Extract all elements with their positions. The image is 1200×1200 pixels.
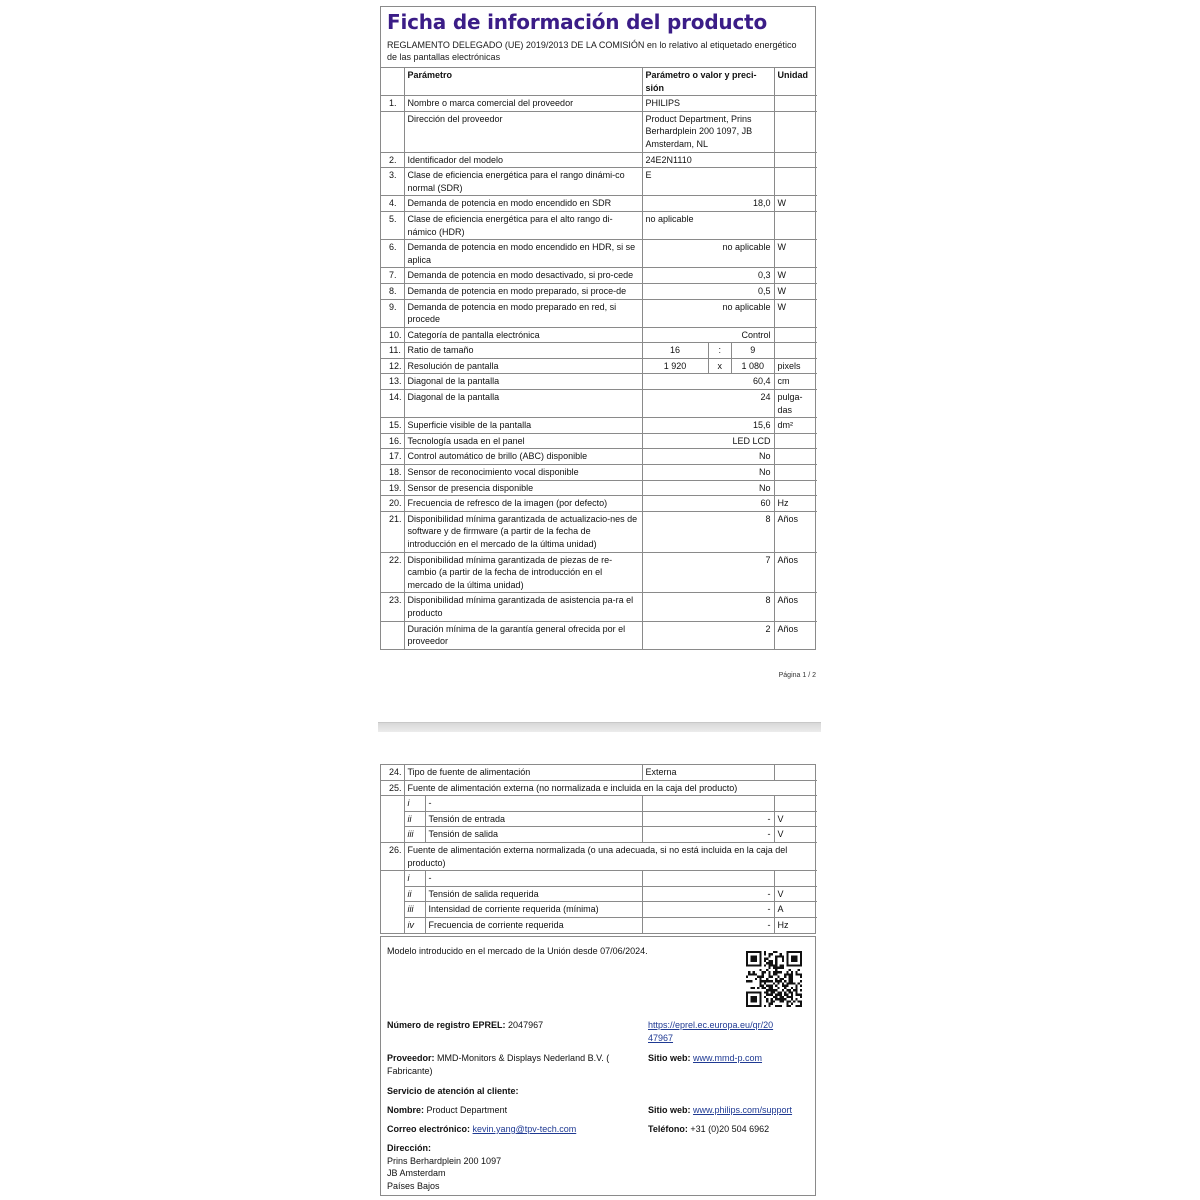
row-number: 8.: [381, 283, 404, 299]
product-info-sheet-page1: [380, 6, 816, 650]
row-unit: [774, 449, 817, 465]
table-row: [381, 552, 817, 593]
sub-row: [381, 917, 817, 932]
eprel-url-line1[interactable]: https://eprel.ec.europa.eu/qr/20: [648, 1020, 774, 1030]
row-number: 21.: [381, 511, 404, 552]
row-number: 11.: [381, 343, 404, 359]
row-unit: [774, 765, 817, 780]
row-number: 15.: [381, 418, 404, 434]
row-value: No: [642, 480, 774, 496]
row-number: 10.: [381, 327, 404, 343]
table-row: [381, 593, 817, 621]
product-info-sheet-page2: [380, 764, 816, 934]
sub-row-indent: [381, 871, 404, 887]
phone-line: [648, 1123, 769, 1136]
table-row: [381, 343, 817, 359]
row-unit: [774, 168, 817, 196]
row-value: PHILIPS: [642, 96, 774, 112]
sub-row-parameter: Tensión de entrada: [425, 811, 642, 827]
row-parameter: Tipo de fuente de alimentación: [404, 765, 642, 780]
row-parameter: Control automático de brillo (ABC) disponible: [404, 449, 642, 465]
row-value-ratio: [642, 358, 774, 374]
page-title: Ficha de información del producto: [387, 10, 768, 34]
row-number: 20.: [381, 496, 404, 512]
row-unit: [774, 96, 817, 112]
sub-row-parameter: Intensidad de corriente requerida (mínima): [425, 902, 642, 918]
row-number: 25.: [381, 780, 404, 796]
row-parameter: Fuente de alimentación externa (no normalizada e incluida en la caja del producto): [404, 780, 817, 796]
row-unit: W: [774, 283, 817, 299]
sub-row-indent: [381, 796, 404, 812]
sub-row: [381, 811, 817, 827]
row-parameter: Sensor de presencia disponible: [404, 480, 642, 496]
sub-row-index: i: [404, 796, 425, 812]
row-parameter: Categoría de pantalla electrónica: [404, 327, 642, 343]
row-number: 4.: [381, 196, 404, 212]
header-number-cell: [381, 68, 404, 96]
support-website-line: [648, 1104, 792, 1117]
table-row: [381, 283, 817, 299]
row-value-ratio: [642, 343, 774, 359]
email-link[interactable]: kevin.yang@tpv-tech.com: [472, 1124, 577, 1134]
sub-row-unit: V: [774, 811, 817, 827]
row-number: 2.: [381, 152, 404, 168]
row-parameter: Disponibilidad mínima garantizada de piezas de re-cambio (a partir de la fecha de introducción en el mercado de la última unidad): [404, 552, 642, 593]
address-label: Dirección:: [387, 1143, 432, 1153]
email-label: Correo electrónico:: [387, 1124, 471, 1134]
row-parameter: Dirección del proveedor: [404, 111, 642, 152]
row-unit: Años: [774, 552, 817, 593]
row-parameter: Clase de eficiencia energética para el rango dinámi-co normal (SDR): [404, 168, 642, 196]
row-number: 3.: [381, 168, 404, 196]
address-line-2: JB Amsterdam: [387, 1168, 446, 1178]
row-value: 24: [642, 390, 774, 418]
row-parameter: Demanda de potencia en modo preparado en red, si procede: [404, 299, 642, 327]
sub-row-value: [642, 871, 774, 887]
sub-row-unit: Hz: [774, 917, 817, 932]
spec-table: [381, 68, 817, 649]
row-value: E: [642, 168, 774, 196]
row-number: 17.: [381, 449, 404, 465]
row-number: 14.: [381, 390, 404, 418]
sub-row-index: i: [404, 871, 425, 887]
row-value: 2: [642, 621, 774, 649]
sub-row-indent: [381, 917, 404, 932]
row-parameter: Disponibilidad mínima garantizada de actualizacio-nes de software y de firmware (a partir de la fecha de introducción en el mercado de la última unidad): [404, 511, 642, 552]
row-number: 23.: [381, 593, 404, 621]
table-row: [381, 449, 817, 465]
row-parameter: Demanda de potencia en modo encendido en HDR, si se aplica: [404, 240, 642, 268]
table-row: [381, 433, 817, 449]
name-value: Product Department: [426, 1105, 508, 1115]
sub-row-indent: [381, 902, 404, 918]
row-value: No: [642, 465, 774, 481]
phone-value: +31 (0)20 504 6962: [690, 1124, 770, 1134]
row-parameter: Resolución de pantalla: [404, 358, 642, 374]
ratio-part: 16: [669, 345, 680, 356]
row-unit: Años: [774, 511, 817, 552]
sub-row-index: ii: [404, 886, 425, 902]
row-unit: [774, 465, 817, 481]
sub-row-value: -: [642, 811, 774, 827]
row-value: no aplicable: [642, 240, 774, 268]
supplier-value-line1: MMD-Monitors & Displays Nederland B.V. (: [437, 1053, 610, 1063]
row-number: 18.: [381, 465, 404, 481]
website-label: Sitio web:: [648, 1053, 691, 1063]
row-value: Product Department, Prins Berhardplein 200 1097, JB Amsterdam, NL: [642, 111, 774, 152]
row-value: 8: [642, 511, 774, 552]
sub-row-parameter: -: [425, 796, 642, 812]
sub-row-unit: [774, 871, 817, 887]
ratio-separator: x: [708, 359, 732, 374]
row-number: 12.: [381, 358, 404, 374]
table-row: [381, 374, 817, 390]
supplier-value-line2: Fabricante): [387, 1065, 433, 1076]
table-row: [381, 496, 817, 512]
row-parameter: Identificador del modelo: [404, 152, 642, 168]
row-parameter: Demanda de potencia en modo desactivado, si pro-cede: [404, 268, 642, 284]
row-number: 22.: [381, 552, 404, 593]
sub-row-index: iv: [404, 917, 425, 932]
table-row: [381, 327, 817, 343]
market-intro-text: Modelo introducido en el mercado de la Unión desde 07/06/2024.: [387, 946, 648, 956]
row-number: 16.: [381, 433, 404, 449]
header-parameter: Parámetro: [404, 68, 642, 96]
row-value: 24E2N1110: [642, 152, 774, 168]
sub-row: [381, 886, 817, 902]
row-parameter: Superficie visible de la pantalla: [404, 418, 642, 434]
row-parameter: Diagonal de la pantalla: [404, 374, 642, 390]
sub-row: [381, 871, 817, 887]
sub-row-indent: [381, 886, 404, 902]
row-value: No: [642, 449, 774, 465]
table-row: [381, 211, 817, 239]
table-row: [381, 168, 817, 196]
supplier-line: [387, 1052, 637, 1077]
table-row: [381, 511, 817, 552]
row-parameter: Demanda de potencia en modo encendido en SDR: [404, 196, 642, 212]
website-line: [648, 1052, 762, 1065]
row-number: 7.: [381, 268, 404, 284]
row-parameter: Sensor de reconocimiento vocal disponible: [404, 465, 642, 481]
phone-label: Teléfono:: [648, 1124, 688, 1134]
table-row: [381, 111, 817, 152]
row-number: 9.: [381, 299, 404, 327]
table-row: [381, 621, 817, 649]
website2-label: Sitio web:: [648, 1105, 691, 1115]
row-parameter: Nombre o marca comercial del proveedor: [404, 96, 642, 112]
sub-row-unit: V: [774, 886, 817, 902]
row-unit: [774, 211, 817, 239]
regulation-subtitle: REGLAMENTO DELEGADO (UE) 2019/2013 DE LA COMISIÓN en lo relativo al etiquetado energético de las pantallas electrónicas: [387, 40, 797, 62]
row-value: 15,6: [642, 418, 774, 434]
sub-row: [381, 827, 817, 843]
row-unit: Años: [774, 593, 817, 621]
ratio-separator: :: [708, 343, 732, 358]
eprel-label: Número de registro EPREL:: [387, 1020, 506, 1030]
table-row: [381, 780, 817, 796]
ratio-inner: [643, 343, 774, 358]
row-parameter: Diagonal de la pantalla: [404, 390, 642, 418]
row-value: 60: [642, 496, 774, 512]
address-block: [387, 1142, 501, 1192]
row-unit: [774, 327, 817, 343]
row-number: 26.: [381, 842, 404, 870]
row-value: 0,3: [642, 268, 774, 284]
table-row: [381, 196, 817, 212]
row-unit: Años: [774, 621, 817, 649]
sub-row-value: -: [642, 827, 774, 843]
email-line: [387, 1123, 576, 1136]
sub-row: [381, 902, 817, 918]
table-row: [381, 765, 817, 780]
sub-row-indent: [381, 811, 404, 827]
row-unit: W: [774, 268, 817, 284]
sub-row-value: -: [642, 886, 774, 902]
sub-row-unit: A: [774, 902, 817, 918]
row-unit: W: [774, 196, 817, 212]
row-unit: Hz: [774, 496, 817, 512]
row-value: Externa: [642, 765, 774, 780]
row-parameter: Clase de eficiencia energética para el alto rango di-námico (HDR): [404, 211, 642, 239]
table-row: [381, 152, 817, 168]
table-row: [381, 358, 817, 374]
row-unit: cm: [774, 374, 817, 390]
row-number: [381, 111, 404, 152]
row-parameter: Disponibilidad mínima garantizada de asistencia pa-ra el producto: [404, 593, 642, 621]
ratio-part: 1 920: [663, 360, 687, 371]
sub-row-value: -: [642, 902, 774, 918]
ratio-inner: [643, 359, 774, 374]
row-number: 19.: [381, 480, 404, 496]
row-unit: [774, 111, 817, 152]
row-number: 13.: [381, 374, 404, 390]
eprel-url-line2[interactable]: 47967: [648, 1032, 674, 1043]
row-value: 60,4: [642, 374, 774, 390]
table-row: [381, 240, 817, 268]
support-website-link[interactable]: www.philips.com/support: [693, 1105, 793, 1115]
supplier-info-box: [380, 936, 816, 1196]
row-number: 24.: [381, 765, 404, 780]
row-parameter: Duración mínima de la garantía general ofrecida por el proveedor: [404, 621, 642, 649]
sub-row-parameter: Frecuencia de corriente requerida: [425, 917, 642, 932]
row-unit: pulga-das: [774, 390, 817, 418]
sub-row-index: ii: [404, 811, 425, 827]
eprel-value: 2047967: [508, 1020, 544, 1030]
row-unit: [774, 152, 817, 168]
sub-row-value: -: [642, 917, 774, 932]
row-value: Control: [642, 327, 774, 343]
row-value: 18,0: [642, 196, 774, 212]
sub-row-index: iii: [404, 902, 425, 918]
sub-row-parameter: Tensión de salida requerida: [425, 886, 642, 902]
customer-service-heading: [387, 1085, 519, 1098]
sub-row-parameter: Tensión de salida: [425, 827, 642, 843]
page-number: Página 1 / 2: [778, 672, 816, 679]
row-unit: [774, 480, 817, 496]
row-number: [381, 621, 404, 649]
row-number: 5.: [381, 211, 404, 239]
address-line-1: Prins Berhardplein 200 1097: [387, 1155, 502, 1166]
website-link[interactable]: www.mmd-p.com: [693, 1053, 763, 1063]
name-label: Nombre:: [387, 1105, 425, 1115]
sub-row: [381, 796, 817, 812]
table-row: [381, 842, 817, 870]
table-row: [381, 465, 817, 481]
row-value: 8: [642, 593, 774, 621]
address-line-3: Países Bajos: [387, 1180, 440, 1191]
row-number: 1.: [381, 96, 404, 112]
ratio-part: 9: [750, 345, 756, 356]
row-parameter: Demanda de potencia en modo preparado, si proce-de: [404, 283, 642, 299]
sub-row-indent: [381, 827, 404, 843]
sub-row-unit: [774, 796, 817, 812]
header-value: Parámetro o valor y preci-sión: [642, 68, 774, 96]
row-parameter: Frecuencia de refresco de la imagen (por defecto): [404, 496, 642, 512]
row-unit: pixels: [774, 358, 817, 374]
sub-row-index: iii: [404, 827, 425, 843]
contact-name-line: [387, 1104, 507, 1117]
table-row: [381, 480, 817, 496]
sub-row-value: [642, 796, 774, 812]
table-row: [381, 390, 817, 418]
table-row: [381, 299, 817, 327]
row-value: 7: [642, 552, 774, 593]
header-block: [381, 7, 815, 68]
row-unit: [774, 343, 817, 359]
row-unit: W: [774, 299, 817, 327]
row-unit: dm²: [774, 418, 817, 434]
header-unit: Unidad: [774, 68, 817, 96]
sub-row-parameter: -: [425, 871, 642, 887]
eprel-line: [387, 1019, 543, 1032]
spec-table-continued: [381, 765, 817, 933]
table-header-row: [381, 68, 817, 96]
row-parameter: Fuente de alimentación externa normalizada (o una adecuada, si no está incluida en la caja del producto): [404, 842, 817, 870]
row-value: no aplicable: [642, 299, 774, 327]
eprel-link[interactable]: [648, 1019, 808, 1044]
row-value: no aplicable: [642, 211, 774, 239]
row-parameter: Ratio de tamaño: [404, 343, 642, 359]
page-break-divider: [378, 722, 821, 732]
table-row: [381, 96, 817, 112]
supplier-label: Proveedor:: [387, 1053, 435, 1063]
row-unit: W: [774, 240, 817, 268]
row-parameter: Tecnología usada en el panel: [404, 433, 642, 449]
qr-code-icon[interactable]: [746, 951, 802, 1007]
ratio-part: 1 080: [741, 360, 765, 371]
table-row: [381, 268, 817, 284]
sub-row-unit: V: [774, 827, 817, 843]
row-value: 0,5: [642, 283, 774, 299]
row-unit: [774, 433, 817, 449]
table-row: [381, 418, 817, 434]
row-number: 6.: [381, 240, 404, 268]
customer-service-label: Servicio de atención al cliente:: [387, 1086, 519, 1096]
row-value: LED LCD: [642, 433, 774, 449]
